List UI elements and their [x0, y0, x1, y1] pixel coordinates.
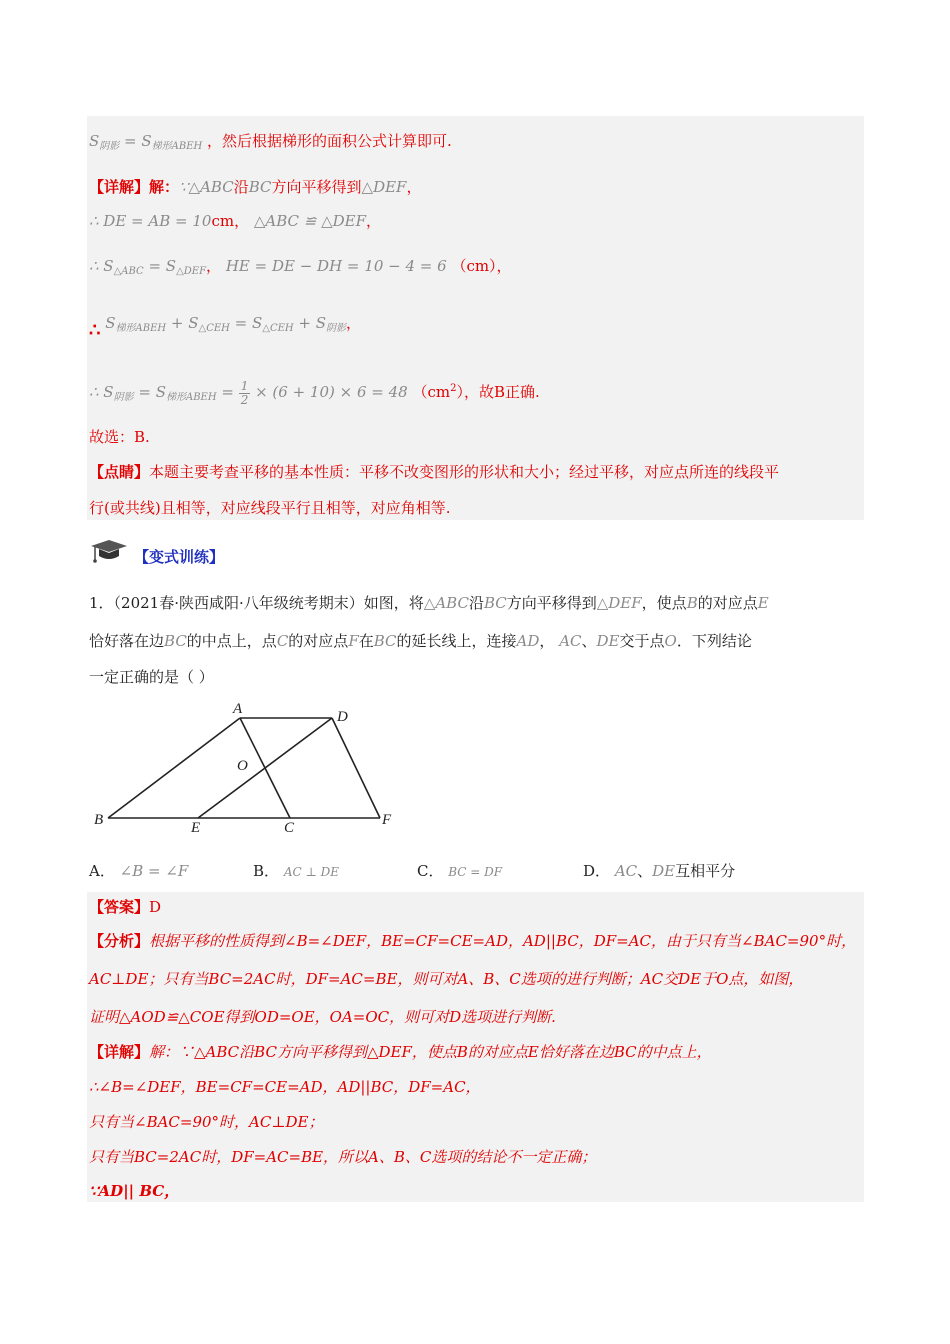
option-d[interactable]: D． AC、DE互相平分: [583, 862, 736, 880]
solution-line-3: ∴ DE = AB = 10cm， △ABC ≌ △DEF，: [89, 212, 382, 230]
graduation-cap-icon: [89, 538, 129, 568]
key-point-line-2: 行(或共线)且相等，对应线段平行且相等，对应角相等.: [89, 499, 451, 517]
detail-line-5: ∵AD|| BC，: [89, 1182, 180, 1200]
conclusion-line: 故选：B.: [89, 428, 150, 446]
geometry-figure: [90, 698, 410, 840]
solution-line-6: ∴ $S_{阴影} = S_{梯形ABEH}$ = $\frac{1}{2}$ × (6 + 10) × 6 = 48 $(cm^2)$，故B正确.: [89, 378, 540, 407]
label-a: A: [233, 701, 243, 717]
option-c[interactable]: C． BC = DF: [417, 862, 503, 880]
detail-line-2: ∴∠B=∠DEF，BE=CF=CE=AD，AD||BC，DF=AC，: [89, 1078, 481, 1096]
key-point-line-1: 【点睛】本题主要考查平移的基本性质：平移不改变图形的形状和大小；经过平移，对应点所连的线段平: [89, 463, 780, 481]
question-line-3: 一定正确的是（ ）: [89, 668, 214, 686]
segment-de: [198, 718, 332, 818]
label-e: E: [191, 820, 201, 836]
answer-line: 【答案】D: [89, 898, 162, 916]
option-a[interactable]: A． ∠B = ∠F: [89, 862, 189, 880]
detail-line-1: 【详解】解：∵△ABC沿BC方向平移得到△DEF，使点B的对应点E恰好落在边BC的中点上，: [89, 1043, 712, 1061]
question-line-2: 恰好落在边BC的中点上，点C的对应点F在BC的延长线上，连接AD， AC、DE交于点O．下列结论: [89, 632, 752, 650]
analysis-line-3: 证明△AOD≌△COE得到OD=OE，OA=OC，则可对D选项进行判断.: [89, 1008, 556, 1026]
fraction-one-half: $\frac{1}{2}$: [240, 378, 249, 407]
solution-line-5: ∴ $S_{梯形ABEH} + S_{\triangle CEH} = S_{\triangle CEH} + S_{阴影}$，: [89, 314, 362, 341]
label-o: O: [237, 758, 248, 774]
segment-df: [332, 718, 380, 818]
solution-line-4: ∴ $S_{\triangle ABC} = S_{\triangle DEF}$， HE = DE − DH = 10 − 4 = 6 （cm），: [89, 257, 512, 277]
analysis-line-2: AC⊥DE；只有当BC=2AC时，DF=AC=BE，则可对A、B、C选项的进行判断；AC交DE于O点，如图，: [89, 970, 804, 988]
label-d: D: [337, 709, 348, 725]
solution-line-2: 【详解】解：∵△ABC沿BC方向平移得到△DEF，: [89, 178, 422, 196]
detail-line-3: 只有当∠BAC=90°时，AC⊥DE；: [89, 1113, 324, 1131]
segment-ab: [108, 718, 240, 818]
detail-line-4: 只有当BC=2AC时，DF=AC=BE，所以A、B、C选项的结论不一定正确；: [89, 1148, 597, 1166]
analysis-line-1: 【分析】根据平移的性质得到∠B=∠DEF，BE=CF=CE=AD，AD||BC，DF=AC，由于只有当∠BAC=90°时，: [89, 932, 857, 950]
option-b[interactable]: B． AC ⊥ DE: [253, 862, 339, 880]
solution-line-1: $S_{阴影} = S_{梯形ABEH}$ ，然后根据梯形的面积公式计算即可.: [89, 132, 452, 152]
question-line-1: 1．（2021春·陕西咸阳·八年级统考期末）如图，将△ABC沿BC方向平移得到△DEF，使点B的对应点E: [89, 594, 769, 612]
label-c: C: [284, 820, 295, 836]
label-b: B: [94, 812, 104, 828]
label-f: F: [382, 812, 392, 828]
section-title: 【变式训练】: [134, 548, 225, 566]
